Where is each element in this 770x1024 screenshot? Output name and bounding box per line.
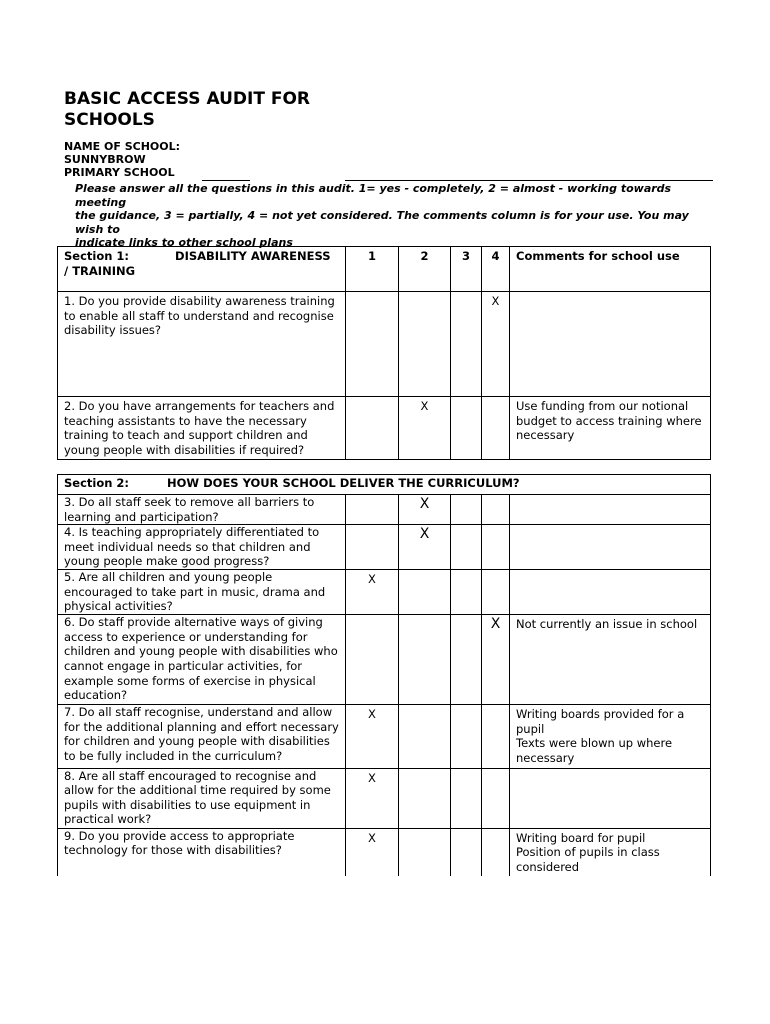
rating-4-cell[interactable] [482,495,510,525]
section-2-header-row [58,475,711,495]
table-row [58,570,711,615]
instructions-line-3: indicate links to other school plans [75,236,293,249]
question-5: 5. Are all children and young people encouraged to take part in music, drama and physical activities? [58,570,346,615]
comment-cell[interactable] [510,525,711,570]
rating-3-cell[interactable] [451,292,482,397]
question-4: 4. Is teaching appropriately differentiated to meet individual needs so that children and young people make good progress? [58,525,346,570]
comment-cell[interactable]: Use funding from our notional budget to access training where necessary [510,397,711,460]
rating-1-cell[interactable]: X [346,768,399,828]
question-7: 7. Do all staff recognise, understand and allow for the additional planning and effort necessary for children and young people with disabilities to be fully included in the curriculum? [58,705,346,768]
comment-cell[interactable]: Not currently an issue in school [510,615,711,705]
school-name-label [64,140,180,179]
rating-4-cell[interactable] [482,570,510,615]
rating-4-cell[interactable]: X [482,615,510,705]
rating-3-cell[interactable] [451,495,482,525]
rating-1-cell[interactable] [346,615,399,705]
column-header-3: 3 [451,247,482,292]
comment-line-2: Texts were blown up where necessary [516,736,673,765]
section-1-header-row [58,247,711,292]
rating-2-cell[interactable] [399,570,451,615]
rating-3-cell[interactable] [451,828,482,876]
rating-4-cell[interactable] [482,705,510,768]
comment-cell[interactable] [510,768,711,828]
rating-1-cell[interactable] [346,495,399,525]
question-2: 2. Do you have arrangements for teachers and teaching assistants to have the necessary training to teach and support children and young people with disabilities if required? [58,397,346,460]
rating-3-cell[interactable] [451,525,482,570]
audit-instructions [75,182,715,250]
table-row [58,525,711,570]
table-row [58,397,711,460]
question-3: 3. Do all staff seek to remove all barriers to learning and participation? [58,495,346,525]
school-label-line-3: PRIMARY SCHOOL [64,166,175,179]
rating-1-cell[interactable]: X [346,828,399,876]
table-row [58,292,711,397]
title-line-2: SCHOOLS [64,110,155,130]
question-9: 9. Do you provide access to appropriate technology for those with disabilities? [58,828,346,876]
comment-cell[interactable] [510,705,711,768]
column-header-4: 4 [482,247,510,292]
comment-line-1: Writing boards provided for a pupil [516,707,685,736]
rating-2-cell[interactable] [399,705,451,768]
school-name-underline-short [202,180,250,181]
section-1-title: DISABILITY AWARENESS [175,249,331,263]
table-row [58,495,711,525]
question-6: 6. Do staff provide alternative ways of giving access to experience or understanding for children and young people with disabilities who cannot engage in particular activities, for example some forms of exercise in physical education? [58,615,346,705]
rating-4-cell[interactable] [482,828,510,876]
column-header-1: 1 [346,247,399,292]
comment-cell[interactable] [510,495,711,525]
comment-cell[interactable] [510,828,711,876]
table-row [58,828,711,876]
comment-cell[interactable] [510,292,711,397]
rating-2-cell[interactable]: X [399,495,451,525]
rating-2-cell[interactable] [399,615,451,705]
rating-1-cell[interactable] [346,525,399,570]
column-header-2: 2 [399,247,451,292]
section-1-label: Section 1: [64,249,130,263]
rating-3-cell[interactable] [451,397,482,460]
document-title [64,89,310,131]
rating-1-cell[interactable] [346,397,399,460]
section-1-title-cont: / TRAINING [64,263,136,278]
instructions-line-1: Please answer all the questions in this audit. 1= yes - completely, 2 = almost - working towards meeting [75,182,672,209]
title-line-1: BASIC ACCESS AUDIT FOR [64,89,310,109]
table-row [58,705,711,768]
table-row [58,615,711,705]
rating-4-cell[interactable] [482,397,510,460]
rating-2-cell[interactable] [399,292,451,397]
question-8: 8. Are all staff encouraged to recognise and allow for the additional time required by some pupils with disabilities to use equipment in practical work? [58,768,346,828]
instructions-line-2: the guidance, 3 = partially, 4 = not yet considered. The comments column is for your use. You may wish to [75,209,689,236]
section-2-title: HOW DOES YOUR SCHOOL DELIVER THE CURRICULUM? [167,476,520,490]
rating-3-cell[interactable] [451,768,482,828]
rating-1-cell[interactable]: X [346,705,399,768]
section-2-table [57,474,711,876]
rating-4-cell[interactable]: X [482,292,510,397]
section-1-heading [58,247,346,292]
rating-3-cell[interactable] [451,615,482,705]
rating-3-cell[interactable] [451,570,482,615]
school-label-line-1: NAME OF SCHOOL: [64,140,181,153]
rating-1-cell[interactable]: X [346,570,399,615]
section-1-table [57,246,711,460]
rating-2-cell[interactable] [399,828,451,876]
school-name-underline-long [345,180,713,181]
rating-4-cell[interactable] [482,525,510,570]
comment-cell[interactable] [510,570,711,615]
rating-2-cell[interactable]: X [399,397,451,460]
rating-4-cell[interactable] [482,768,510,828]
section-2-heading [58,475,711,495]
rating-2-cell[interactable] [399,768,451,828]
school-label-line-2: SUNNYBROW [64,153,146,166]
section-2-label: Section 2: [64,476,130,490]
rating-3-cell[interactable] [451,705,482,768]
rating-2-cell[interactable]: X [399,525,451,570]
comment-line-2: Position of pupils in class considered [516,845,660,874]
question-1: 1. Do you provide disability awareness training to enable all staff to understand and recognise disability issues? [58,292,346,397]
rating-1-cell[interactable] [346,292,399,397]
comments-header: Comments for school use [510,247,711,292]
table-row [58,768,711,828]
comment-line-1: Writing board for pupil [516,830,646,845]
